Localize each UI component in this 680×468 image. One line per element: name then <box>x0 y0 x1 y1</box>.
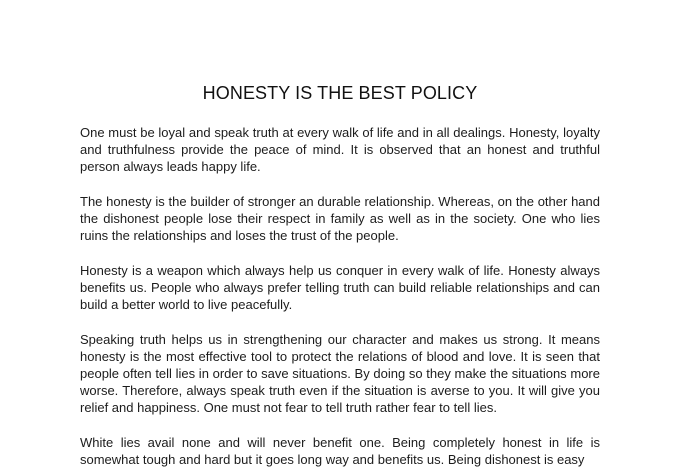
paragraph-2: The honesty is the builder of stronger an durable relationship. Whereas, on the other hand the dishonest people lose their respect in family as well as in the society. One who lies ruins the relationships and loses the trust of the people. <box>80 194 600 243</box>
paragraph-3: Honesty is a weapon which always help us conquer in every walk of life. Honesty always benefits us. People who always prefer telling truth can build reliable relationships and can build a better world to live peacefully. <box>80 263 600 312</box>
paragraph-5: White lies avail none and will never benefit one. Being completely honest in life is somewhat tough and hard but it goes long way and benefits us. Being dishonest is easy <box>80 435 600 467</box>
document-title: HONESTY IS THE BEST POLICY <box>202 83 478 103</box>
paragraph-1: One must be loyal and speak truth at every walk of life and in all dealings. Honesty, loyalty and truthfulness provide the peace of mind. It is observed that an honest and truthful person always leads happy life. <box>80 125 600 174</box>
paragraph-4: Speaking truth helps us in strengthening our character and makes us strong. It means honesty is the most effective tool to protect the relations of blood and love. It is seen that people often tell lies in order to save situations. By doing so they make the situations more worse. Therefore, always speak truth even if the situation is averse to you. It will give you relief and happiness. One must not fear to tell truth rather fear to tell lies. <box>80 332 600 415</box>
